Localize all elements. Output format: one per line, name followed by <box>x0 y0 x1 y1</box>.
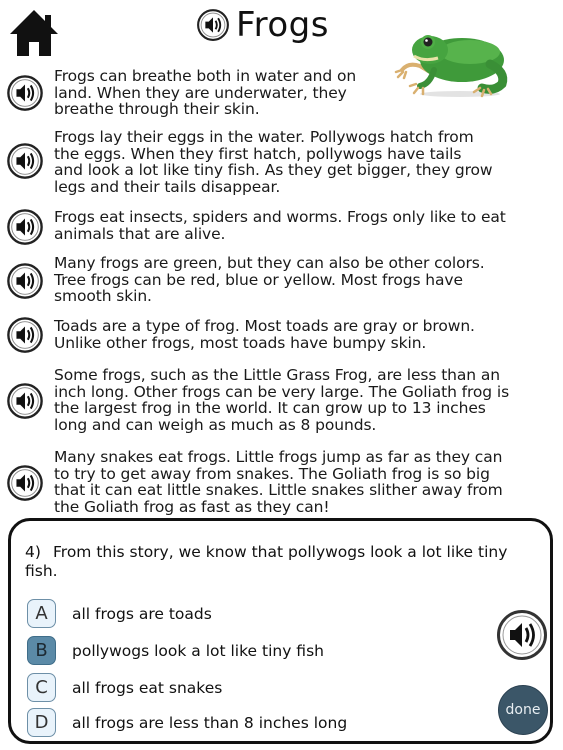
question-prompt: From this story, we know that pollywogs look a lot like tiny fish. <box>25 543 508 580</box>
option-letter-d[interactable]: D <box>27 708 56 737</box>
speaker-icon[interactable] <box>6 382 44 420</box>
paragraph-text: Frogs eat insects, spiders and worms. Frogs only like to eat animals that are alive. <box>54 208 506 243</box>
home-icon <box>8 8 60 58</box>
option-label-d[interactable]: all frogs are less than 8 inches long <box>72 713 348 732</box>
speaker-icon[interactable] <box>6 74 44 112</box>
option-label-b[interactable]: pollywogs look a lot like tiny fish <box>72 641 324 660</box>
done-button[interactable]: done <box>498 685 548 735</box>
answer-option-b[interactable] <box>27 636 324 665</box>
option-label-a[interactable]: all frogs are toads <box>72 604 212 623</box>
option-letter-a[interactable]: A <box>27 599 56 628</box>
story-paragraph-7 <box>0 448 563 518</box>
story-paragraph-4 <box>0 254 563 308</box>
question-text <box>25 543 535 581</box>
answer-option-d[interactable] <box>27 708 347 737</box>
speaker-icon[interactable] <box>6 208 44 246</box>
speaker-icon[interactable] <box>6 464 44 502</box>
home-button[interactable] <box>8 8 60 58</box>
paragraph-text: Frogs lay their eggs in the water. Pollywogs hatch from the eggs. When they first hatch, pollywogs have tails and look a lot like tiny fish. As they get bigger, they grow legs and their tails disappear. <box>54 128 493 196</box>
question-number: 4) <box>25 543 41 561</box>
story-paragraph-5 <box>0 315 563 355</box>
paragraph-text: Some frogs, such as the Little Grass Frog, are less than an inch long. Other frogs can be very large. The Goliath frog is the largest frog in the world. It can grow up to 13 inches long and can weigh as much as 8 pounds. <box>54 366 510 434</box>
speaker-icon[interactable] <box>6 142 44 180</box>
story-paragraph-1 <box>0 66 563 120</box>
paragraph-text: Toads are a type of frog. Most toads are gray or brown. Unlike other frogs, most toads have bumpy skin. <box>54 317 475 352</box>
speaker-icon[interactable] <box>196 8 230 42</box>
story-paragraph-3 <box>0 207 563 247</box>
paragraph-text: Frogs can breathe both in water and on land. When they are underwater, they breathe through their skin. <box>54 67 357 118</box>
title-bar <box>196 4 329 46</box>
answer-option-c[interactable] <box>27 673 222 702</box>
paragraph-text: Many frogs are green, but they can also be other colors. Tree frogs can be red, blue or yellow. Most frogs have smooth skin. <box>54 254 485 305</box>
answer-option-a[interactable] <box>27 599 212 628</box>
question-speaker-button[interactable] <box>496 609 548 661</box>
question-panel <box>8 518 553 744</box>
option-letter-c[interactable]: C <box>27 673 56 702</box>
page-title: Frogs <box>236 5 329 45</box>
speaker-icon[interactable] <box>6 316 44 354</box>
option-label-c[interactable]: all frogs eat snakes <box>72 678 223 697</box>
story-paragraph-2 <box>0 128 563 198</box>
speaker-icon[interactable] <box>6 262 44 300</box>
option-letter-b[interactable]: B <box>27 636 56 665</box>
paragraph-text: Many snakes eat frogs. Little frogs jump as far as they can to try to get away from snakes. The Goliath frog is so big that it can eat little snakes. Little snakes slither away from the Goliath frog as fast as they can! <box>54 448 503 516</box>
story-paragraph-6 <box>0 366 563 436</box>
